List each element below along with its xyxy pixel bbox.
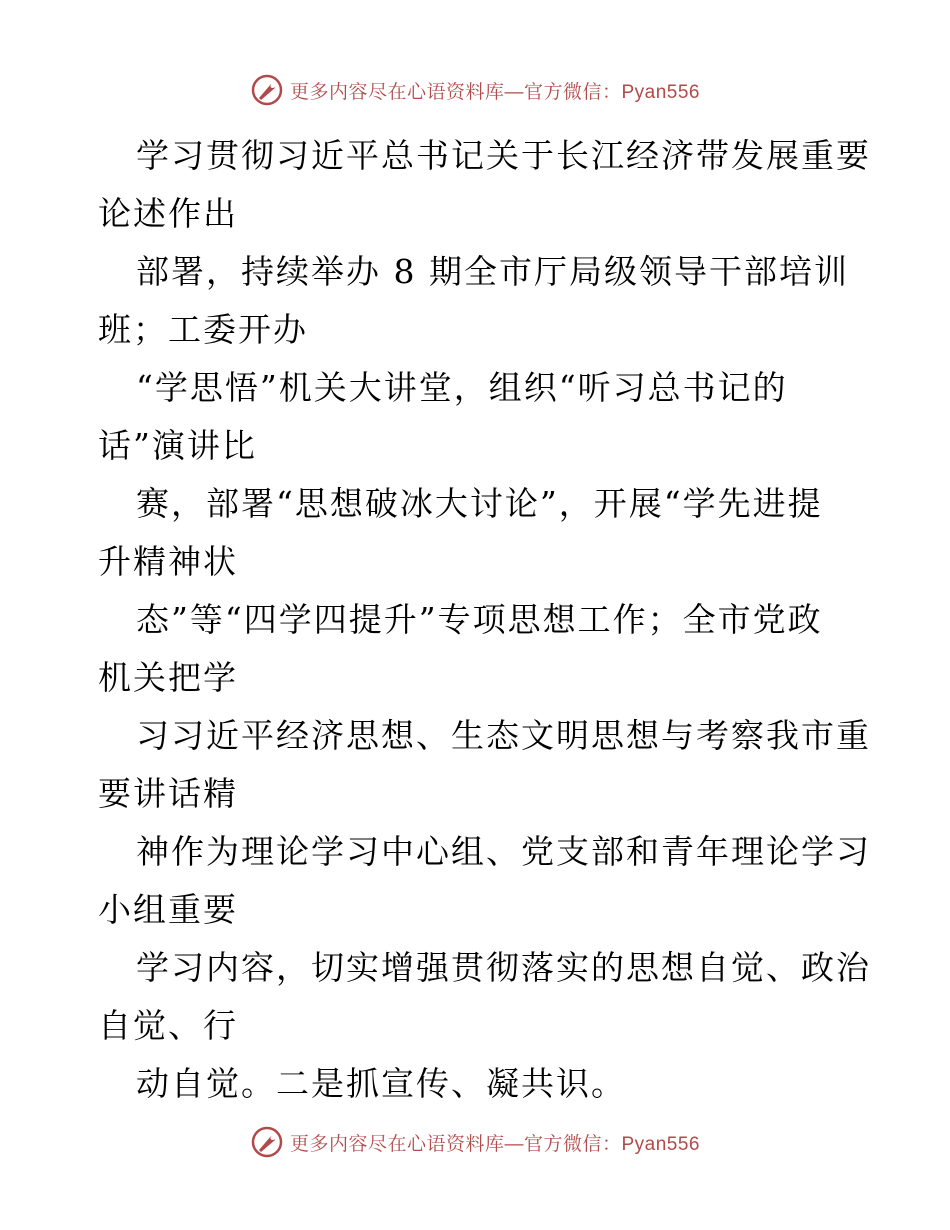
text-line: 论述作出 bbox=[98, 194, 238, 233]
text-line: 机关把学 bbox=[98, 658, 238, 697]
text-line: 班；工委开办 bbox=[98, 310, 308, 349]
text-line: 习习近平经济思想、生态文明思想与考察我市重 bbox=[136, 716, 871, 755]
pen-nib-icon bbox=[250, 1125, 284, 1159]
watermark-text: 更多内容尽在心语资料库—官方微信：Pyan556 bbox=[289, 1133, 700, 1155]
pen-nib-icon bbox=[250, 73, 284, 107]
text-line: 学习内容，切实增强贯彻落实的思想自觉、政治 bbox=[136, 948, 871, 987]
text-line: 自觉、行 bbox=[98, 1006, 238, 1045]
text-line: 话”演讲比 bbox=[98, 426, 257, 465]
text-line: 赛，部署“思想破冰大讨论”，开展“学先进提 bbox=[136, 484, 823, 523]
text-line: 学习贯彻习近平总书记关于长江经济带发展重要 bbox=[136, 136, 871, 175]
text-line: 要讲话精 bbox=[98, 774, 238, 813]
text-line: 部署，持续举办 8 期全市厅局级领导干部培训 bbox=[136, 252, 849, 291]
document-body bbox=[98, 127, 871, 1113]
text-line: 升精神状 bbox=[98, 542, 238, 581]
watermark-text: 更多内容尽在心语资料库—官方微信：Pyan556 bbox=[289, 81, 700, 103]
footer-watermark bbox=[0, 1125, 950, 1159]
text-line: 动自觉。二是抓宣传、凝共识。 bbox=[136, 1064, 626, 1103]
text-line: 小组重要 bbox=[98, 890, 238, 929]
text-line: 神作为理论学习中心组、党支部和青年理论学习 bbox=[136, 832, 871, 871]
text-line: 态”等“四学四提升”专项思想工作；全市党政 bbox=[136, 600, 823, 639]
text-line: “学思悟”机关大讲堂，组织“听习总书记的 bbox=[136, 368, 788, 407]
header-watermark bbox=[0, 73, 950, 107]
